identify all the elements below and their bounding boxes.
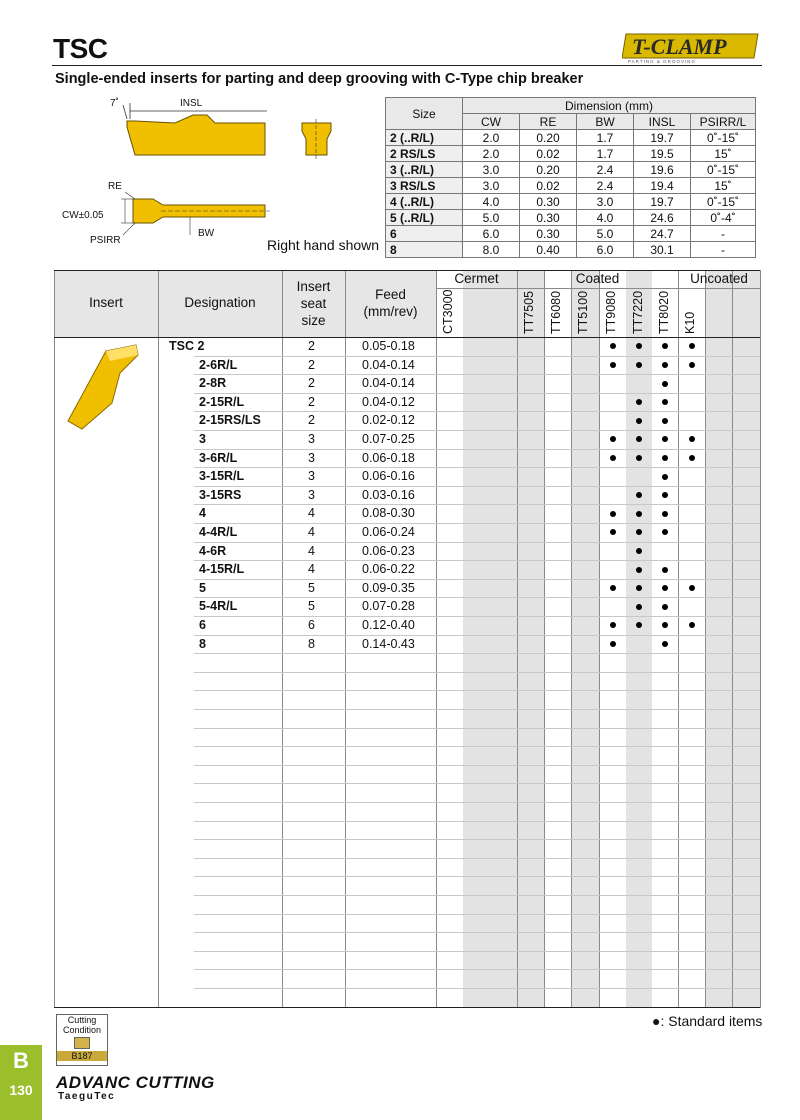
- row-rule: [194, 579, 760, 580]
- row-rule: [194, 616, 760, 617]
- dimension-value: 19.6: [634, 162, 691, 178]
- standard-item-dot: [610, 362, 616, 368]
- dimension-value: 4.0: [577, 210, 634, 226]
- dimension-value: 0.40: [520, 242, 577, 258]
- dimension-row: [386, 210, 756, 226]
- standard-item-dot: [689, 585, 695, 591]
- standard-item-dot: [636, 511, 642, 517]
- feed-cell: 0.06-0.18: [362, 450, 415, 465]
- dimension-value: 24.7: [634, 226, 691, 242]
- col-rule: [760, 270, 761, 1008]
- dimension-value: 0.30: [520, 194, 577, 210]
- designation-cell: 2-6R/L: [199, 357, 238, 372]
- logo-subtext: PARTING & GROOVING: [628, 59, 696, 64]
- seat-cell: 2: [308, 357, 315, 372]
- designation-cell: 3-15RS: [199, 487, 242, 502]
- dimension-value: 0.20: [520, 130, 577, 146]
- row-rule: [194, 728, 760, 729]
- dimension-value: 19.4: [634, 178, 691, 194]
- col-rule: [571, 270, 572, 1008]
- designation-cell: 3-6R/L: [199, 450, 238, 465]
- feed-cell: 0.12-0.40: [362, 618, 415, 632]
- seat-header-line3: size: [301, 313, 326, 328]
- designation-cell: 2-15R/L: [199, 394, 245, 409]
- grade-label-tt5100: TT5100: [576, 290, 590, 334]
- row-rule: [194, 839, 760, 840]
- cutting-condition-link[interactable]: [56, 1014, 108, 1066]
- standard-item-dot: [662, 641, 668, 647]
- dimension-size: 6: [386, 226, 463, 242]
- row-rule: [194, 430, 760, 431]
- designation-cell: TSC 2: [169, 339, 205, 353]
- feed-cell: 0.07-0.25: [362, 432, 415, 446]
- feed-cell: 0.05-0.18: [362, 339, 415, 353]
- cermet-header: Cermet: [454, 271, 499, 286]
- designation-cell: 3-15R/L: [199, 469, 245, 484]
- coated-header: Coated: [575, 271, 620, 286]
- row-rule: [194, 374, 760, 375]
- dimension-value: 19.7: [634, 194, 691, 210]
- insert-cell-bg: [54, 337, 158, 1008]
- row-rule: [194, 393, 760, 394]
- feed-cell: 0.02-0.12: [362, 413, 415, 428]
- row-rule: [194, 635, 760, 636]
- standard-item-dot: [689, 436, 695, 442]
- col-rule: [544, 270, 545, 1008]
- feed-cell: 0.03-0.16: [362, 487, 415, 502]
- dimension-col-header: BW: [577, 114, 634, 130]
- seat-cell: 3: [308, 450, 315, 465]
- shaded-column: [517, 270, 544, 1008]
- row-rule: [194, 783, 760, 784]
- dimension-value: 0.02: [520, 178, 577, 194]
- psirr-label: PSIRR: [90, 235, 121, 246]
- dimension-value: 19.5: [634, 146, 691, 162]
- seat-cell: 5: [308, 599, 315, 614]
- seat-cell: 6: [308, 618, 315, 632]
- row-rule: [194, 467, 760, 468]
- row-rule: [194, 821, 760, 822]
- shaded-column: [490, 270, 517, 1008]
- seat-cell: 2: [308, 413, 315, 428]
- row-rule: [194, 486, 760, 487]
- designation-cell: 4-15R/L: [199, 562, 245, 577]
- dimension-table: [385, 97, 756, 258]
- dimension-group-header: Dimension (mm): [463, 98, 756, 114]
- row-rule: [194, 709, 760, 710]
- dimension-value: 1.7: [577, 130, 634, 146]
- dimension-col-header: RE: [520, 114, 577, 130]
- dimension-value: 0˚-4˚: [691, 210, 756, 226]
- row-rule: [194, 765, 760, 766]
- row-rule: [194, 988, 760, 989]
- dimension-size: 5 (..R/L): [386, 210, 463, 226]
- dimension-value: 15˚: [691, 178, 756, 194]
- seat-cell: 2: [308, 394, 315, 409]
- row-rule: [194, 858, 760, 859]
- standard-item-dot: [610, 511, 616, 517]
- standard-item-dot: [610, 343, 616, 349]
- grade-label-k10: K10: [683, 311, 697, 334]
- seat-cell: 4: [308, 543, 315, 558]
- standard-item-dot: [636, 548, 642, 554]
- designation-header: Designation: [184, 295, 256, 310]
- grade-label-tt8020: TT8020: [657, 290, 671, 334]
- standard-item-dot: [662, 381, 668, 387]
- standard-item-dot: [662, 362, 668, 368]
- dimension-value: 2.0: [463, 130, 520, 146]
- col-rule: [705, 270, 706, 1008]
- col-rule: [517, 270, 518, 1008]
- standard-item-dot: [662, 343, 668, 349]
- standard-item-dot: [662, 436, 668, 442]
- standard-item-dot: [636, 418, 642, 424]
- legend-standard-items: ●: Standard items: [652, 1013, 763, 1029]
- col-rule: [158, 270, 159, 1008]
- row-rule: [194, 653, 760, 654]
- dimension-size: 3 (..R/L): [386, 162, 463, 178]
- uncoated-header: Uncoated: [690, 271, 748, 286]
- standard-item-dot: [662, 585, 668, 591]
- designation-cell: 2-8R: [199, 376, 227, 391]
- bw-label: BW: [198, 228, 215, 239]
- standard-item-dot: [610, 455, 616, 461]
- standard-item-dot: [689, 343, 695, 349]
- dimension-row: [386, 194, 756, 210]
- row-rule: [194, 449, 760, 450]
- seat-header-line1: Insert: [296, 279, 331, 294]
- dimension-col-header: CW: [463, 114, 520, 130]
- row-rule: [194, 542, 760, 543]
- dimension-value: 3.0: [577, 194, 634, 210]
- col-rule: [599, 270, 600, 1008]
- cutting-condition-line1: Cutting: [67, 1015, 97, 1025]
- group-rule: [436, 288, 760, 289]
- dimension-value: 6.0: [577, 242, 634, 258]
- col-rule: [732, 270, 733, 1008]
- insert-icon: [74, 1037, 90, 1049]
- grade-label-tt9080: TT9080: [604, 290, 618, 334]
- dimension-row: [386, 242, 756, 258]
- dimension-value: 0.30: [520, 226, 577, 242]
- header-rule: [54, 337, 760, 338]
- insert-photo: [64, 343, 144, 433]
- dimension-value: 0.02: [520, 146, 577, 162]
- row-rule: [194, 876, 760, 877]
- designation-cell: 8: [199, 636, 206, 651]
- designation-cell: 5-4R/L: [199, 599, 238, 614]
- dimension-value: 2.4: [577, 162, 634, 178]
- dimension-row: [386, 226, 756, 242]
- cutting-condition-ref: B187: [57, 1051, 107, 1061]
- seat-cell: 8: [308, 636, 315, 651]
- dimension-value: 3.0: [463, 162, 520, 178]
- shaded-column: [626, 270, 652, 1008]
- dimension-value: 5.0: [463, 210, 520, 226]
- feed-header-line1: Feed: [375, 287, 406, 302]
- cutting-condition-line2: Condition: [62, 1025, 102, 1035]
- dimension-value: 15˚: [691, 146, 756, 162]
- seat-cell: 4: [308, 506, 315, 521]
- dimension-value: 19.7: [634, 130, 691, 146]
- dimension-value: 0.30: [520, 210, 577, 226]
- re-label: RE: [108, 181, 122, 192]
- row-rule: [194, 523, 760, 524]
- dimension-value: 0˚-15˚: [691, 130, 756, 146]
- row-rule: [194, 914, 760, 915]
- standard-item-dot: [689, 622, 695, 628]
- feed-header-line2: (mm/rev): [363, 304, 418, 319]
- page-title: TSC: [53, 33, 108, 64]
- dimension-col-header: PSIRR/L: [691, 114, 756, 130]
- col-rule: [54, 270, 55, 1008]
- standard-item-dot: [662, 492, 668, 498]
- standard-item-dot: [662, 529, 668, 535]
- col-rule: [345, 270, 346, 1008]
- shaded-column: [571, 270, 599, 1008]
- row-rule: [194, 746, 760, 747]
- standard-item-dot: [610, 436, 616, 442]
- grade-label-tt7220: TT7220: [631, 290, 645, 334]
- dimension-row: [386, 146, 756, 162]
- shaded-column: [732, 270, 760, 1008]
- row-rule: [194, 802, 760, 803]
- dimension-value: 0˚-15˚: [691, 194, 756, 210]
- dimension-value: 1.7: [577, 146, 634, 162]
- header-rule: [52, 65, 762, 66]
- seat-cell: 4: [308, 562, 315, 577]
- feed-cell: 0.04-0.14: [362, 357, 415, 372]
- seat-cell: 4: [308, 525, 315, 539]
- section-letter: B: [13, 1048, 29, 1073]
- feed-cell: 0.08-0.30: [362, 506, 415, 521]
- standard-item-dot: [662, 604, 668, 610]
- standard-item-dot: [662, 399, 668, 405]
- designation-cell: 6: [199, 618, 206, 632]
- dimension-value: 3.0: [463, 178, 520, 194]
- grade-label-tt7505: TT7505: [522, 290, 536, 334]
- feed-cell: 0.06-0.16: [362, 469, 415, 484]
- shaded-column: [705, 270, 732, 1008]
- dimension-value: 0.20: [520, 162, 577, 178]
- row-rule: [194, 411, 760, 412]
- row-rule: [194, 969, 760, 970]
- row-rule: [194, 672, 760, 673]
- col-rule: [436, 270, 437, 1008]
- feed-cell: 0.04-0.14: [362, 376, 415, 391]
- seat-cell: 3: [308, 487, 315, 502]
- seat-cell: 5: [308, 580, 315, 595]
- standard-item-dot: [662, 474, 668, 480]
- right-hand-note: Right hand shown: [267, 237, 380, 253]
- shaded-column: [463, 270, 490, 1008]
- product-table: [54, 270, 760, 1008]
- grade-label-ct3000: CT3000: [441, 289, 455, 334]
- feed-cell: 0.09-0.35: [362, 580, 415, 595]
- grade-label-tt6080: TT6080: [549, 290, 563, 334]
- brand-logo: ADVANC CUTTING: [56, 1073, 215, 1092]
- standard-item-dot: [689, 362, 695, 368]
- designation-cell: 4: [199, 506, 206, 521]
- page-number: 130: [9, 1082, 33, 1098]
- designation-cell: 3: [199, 432, 206, 446]
- dimension-col-header: INSL: [634, 114, 691, 130]
- feed-cell: 0.06-0.22: [362, 562, 415, 577]
- row-rule: [194, 951, 760, 952]
- dimension-value: 4.0: [463, 194, 520, 210]
- row-rule: [194, 560, 760, 561]
- row-rule: [194, 690, 760, 691]
- standard-item-dot: [662, 567, 668, 573]
- standard-item-dot: [610, 641, 616, 647]
- logo-text: T-CLAMP: [632, 34, 727, 59]
- dimension-value: 2.0: [463, 146, 520, 162]
- seat-cell: 2: [308, 376, 315, 391]
- designation-cell: 4-6R: [199, 543, 227, 558]
- standard-item-dot: [610, 622, 616, 628]
- dimension-size: 8: [386, 242, 463, 258]
- designation-cell: 4-4R/L: [199, 525, 238, 539]
- dimension-size: 3 RS/LS: [386, 178, 463, 194]
- insl-label: INSL: [180, 98, 203, 109]
- standard-item-dot: [610, 529, 616, 535]
- bottom-rule: [54, 1007, 760, 1008]
- row-rule: [194, 504, 760, 505]
- standard-item-dot: [636, 455, 642, 461]
- designation-cell: 5: [199, 580, 206, 595]
- standard-item-dot: [662, 455, 668, 461]
- brand-subtext: TaeguTec: [58, 1091, 116, 1102]
- dimension-value: 30.1: [634, 242, 691, 258]
- standard-item-dot: [662, 622, 668, 628]
- page-subtitle: Single-ended inserts for parting and deep grooving with C-Type chip breaker: [55, 71, 584, 87]
- seat-header-line2: seat: [300, 296, 327, 311]
- dimension-value: 6.0: [463, 226, 520, 242]
- dimension-value: -: [691, 242, 756, 258]
- feed-cell: 0.07-0.28: [362, 599, 415, 614]
- standard-item-dot: [636, 362, 642, 368]
- feed-cell: 0.06-0.23: [362, 543, 415, 558]
- col-rule: [282, 270, 283, 1008]
- dimension-value: 2.4: [577, 178, 634, 194]
- dimension-value: 5.0: [577, 226, 634, 242]
- dimension-row: [386, 178, 756, 194]
- row-rule: [194, 356, 760, 357]
- feed-cell: 0.14-0.43: [362, 636, 415, 651]
- dimension-row: [386, 162, 756, 178]
- angle-label: 7˚: [110, 98, 119, 109]
- seat-cell: 3: [308, 469, 315, 484]
- dimension-row: [386, 130, 756, 146]
- dimension-size: 2 (..R/L): [386, 130, 463, 146]
- standard-item-dot: [689, 455, 695, 461]
- insert-drawings: [55, 95, 385, 255]
- size-header: Size: [386, 98, 463, 130]
- dimension-value: 24.6: [634, 210, 691, 226]
- insert-header: Insert: [89, 295, 123, 310]
- dimension-value: 8.0: [463, 242, 520, 258]
- feed-cell: 0.06-0.24: [362, 525, 415, 539]
- standard-item-dot: [610, 585, 616, 591]
- row-rule: [194, 895, 760, 896]
- seat-cell: 2: [308, 339, 315, 353]
- seat-cell: 3: [308, 432, 315, 446]
- dimension-size: 2 RS/LS: [386, 146, 463, 162]
- dimension-value: -: [691, 226, 756, 242]
- dimension-value: 0˚-15˚: [691, 162, 756, 178]
- dimension-size: 4 (..R/L): [386, 194, 463, 210]
- designation-cell: 2-15RS/LS: [199, 413, 261, 428]
- standard-item-dot: [636, 604, 642, 610]
- cw-label: CW±0.05: [62, 210, 104, 221]
- feed-cell: 0.04-0.12: [362, 394, 415, 409]
- row-rule: [194, 932, 760, 933]
- standard-item-dot: [662, 511, 668, 517]
- standard-item-dot: [662, 418, 668, 424]
- standard-item-dot: [636, 567, 642, 573]
- row-rule: [194, 597, 760, 598]
- col-rule: [678, 270, 679, 1008]
